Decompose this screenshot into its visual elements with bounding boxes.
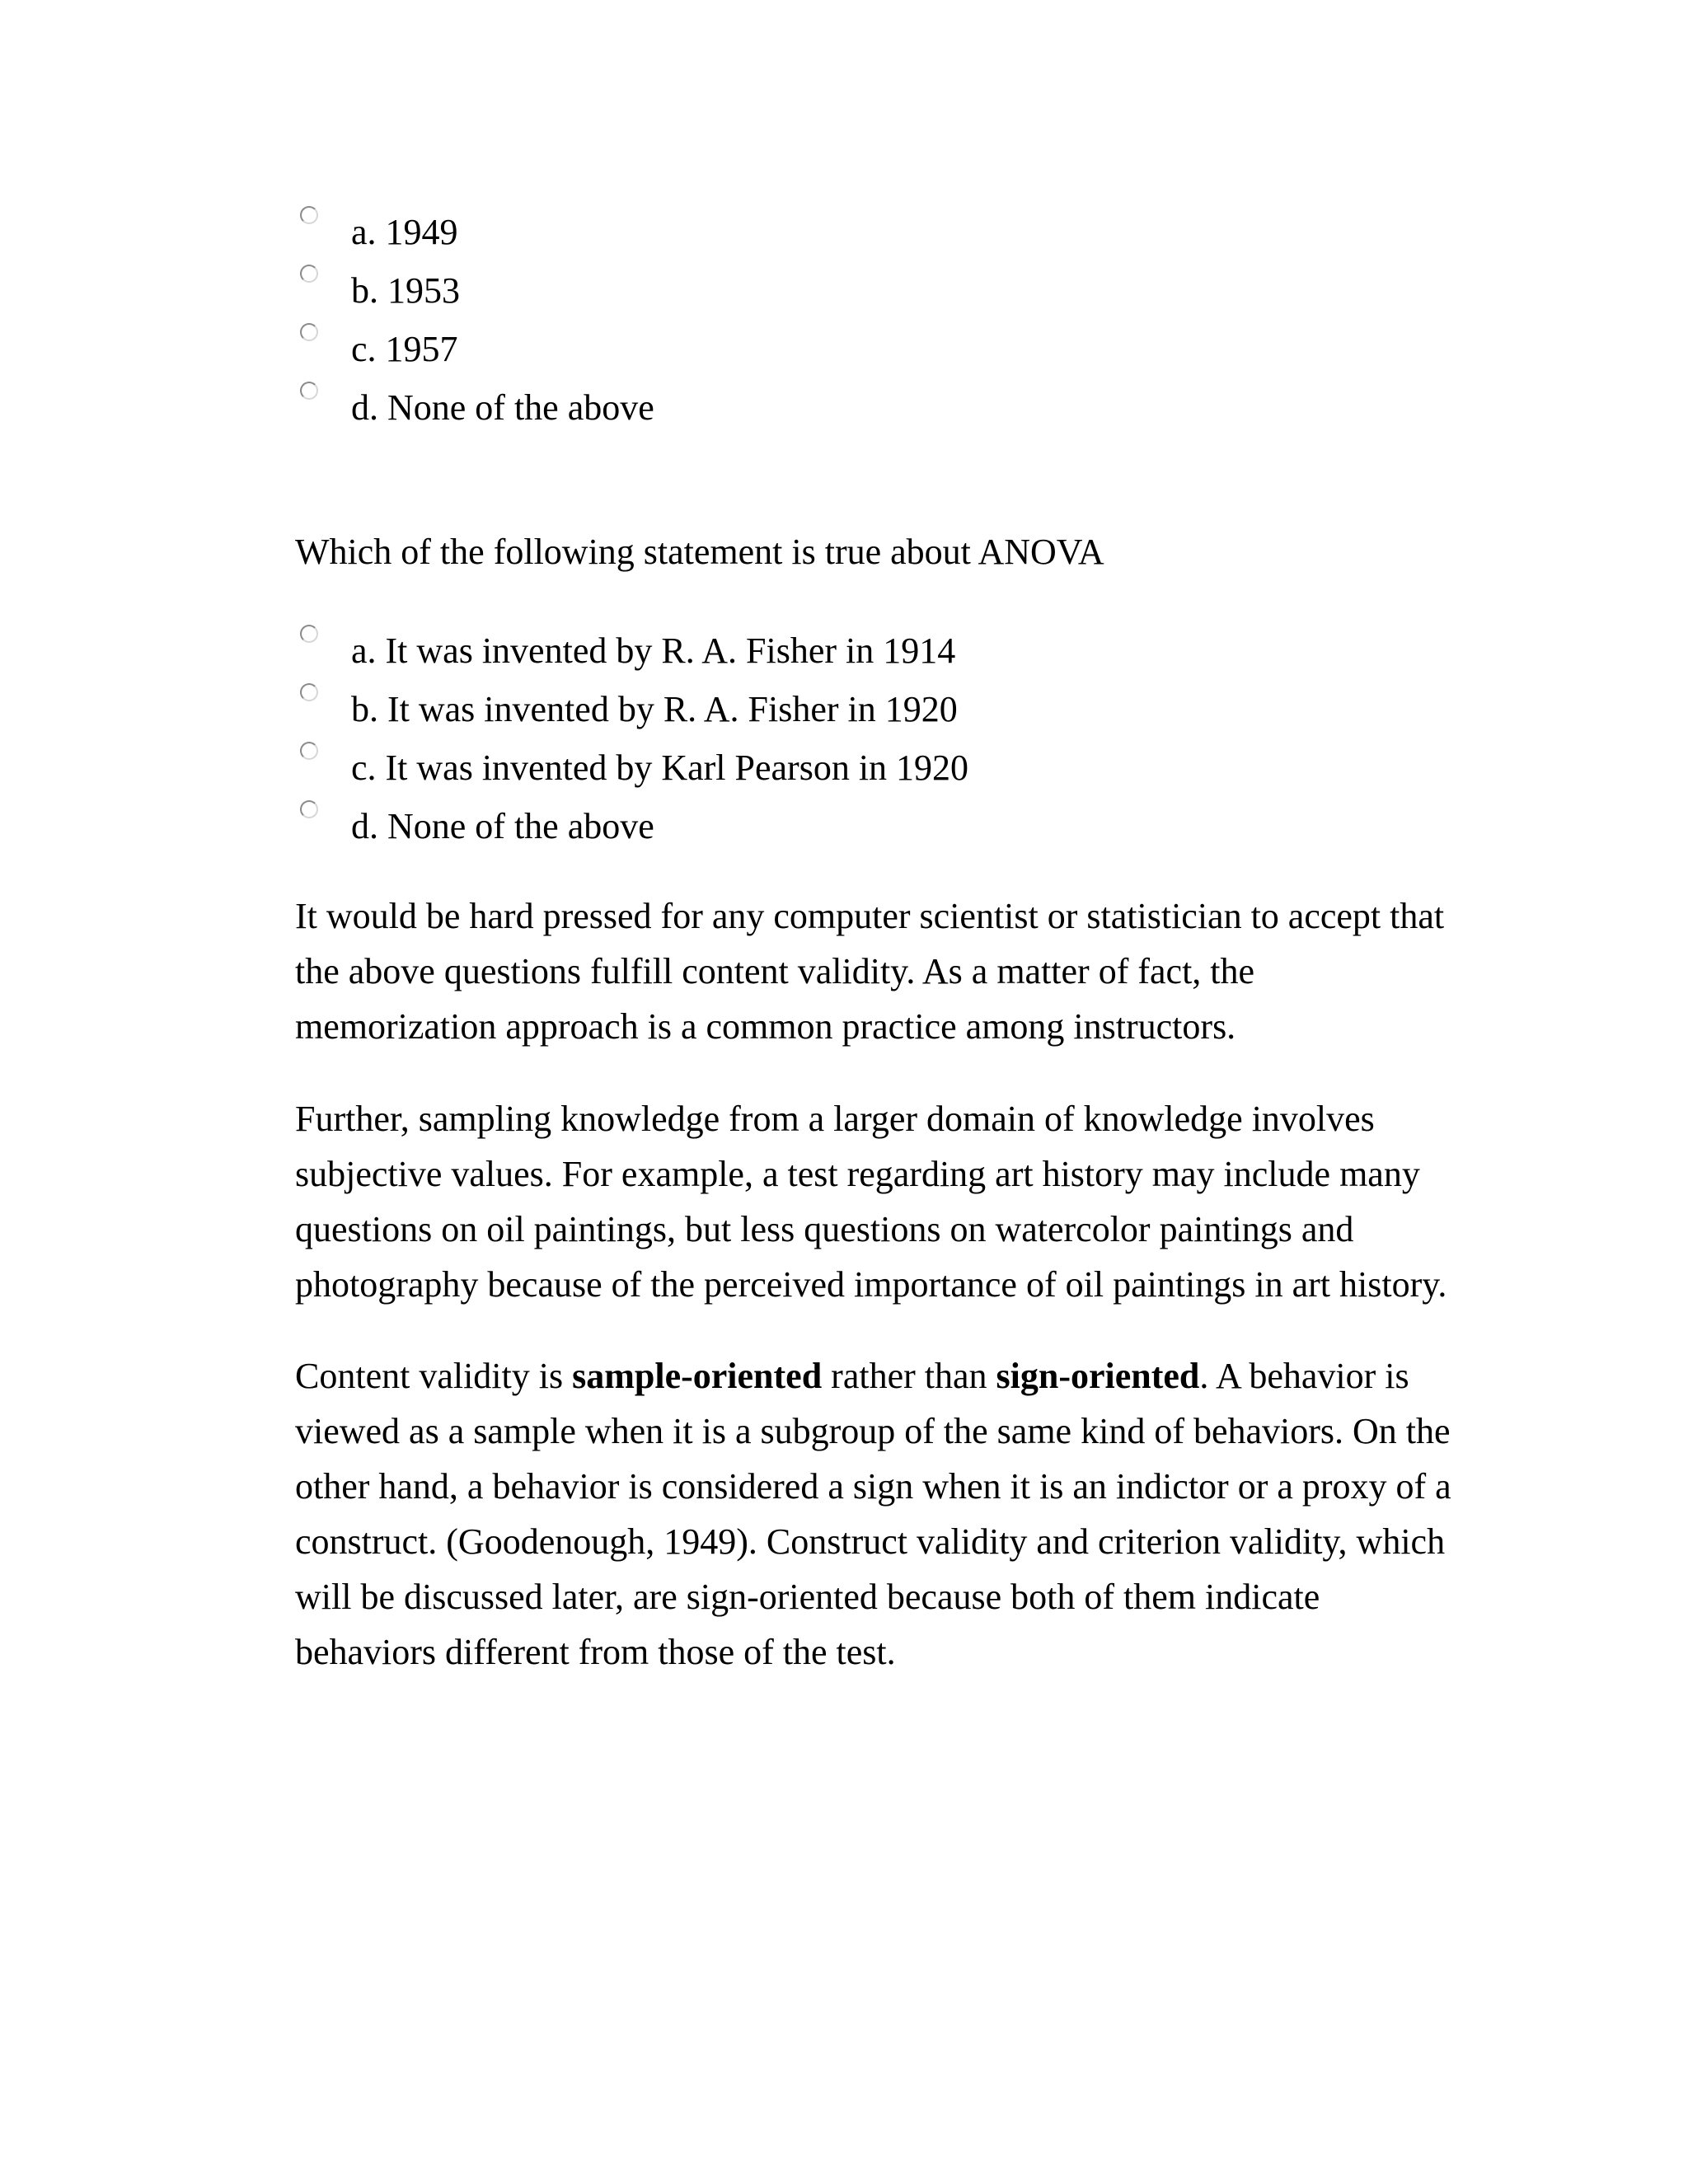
radio-button[interactable]: [300, 625, 318, 643]
option-label: c. It was invented by Karl Pearson in 1920: [351, 748, 969, 788]
text-span: . A behavior is: [1199, 1356, 1409, 1396]
radio-button[interactable]: [300, 742, 318, 760]
text-line: will be discussed later, are sign-oriented because both of them indicate: [295, 1577, 1320, 1617]
text-line: other hand, a behavior is considered a sign when it is an indictor or a proxy of a: [295, 1466, 1451, 1507]
text-line: behaviors different from those of the test.: [295, 1632, 896, 1672]
text-span: rather than: [822, 1356, 996, 1396]
text-span: Content validity is: [295, 1356, 573, 1396]
text-line: Further, sampling knowledge from a larger domain of knowledge involves: [295, 1099, 1375, 1139]
paragraph-sampling-knowledge: [295, 1091, 1482, 1312]
option-label: d. None of the above: [351, 387, 654, 428]
option-label: b. It was invented by R. A. Fisher in 1920: [351, 689, 958, 729]
bold-term-sample-oriented: sample-oriented: [572, 1356, 823, 1396]
bold-term-sign-oriented: sign-oriented: [996, 1356, 1200, 1396]
option-label: c. 1957: [351, 329, 458, 369]
radio-button[interactable]: [300, 265, 318, 283]
option-label: a. 1949: [351, 212, 458, 252]
radio-button[interactable]: [300, 206, 318, 224]
text-line: the above questions fulfill content validity. As a matter of fact, the: [295, 951, 1255, 991]
question2-text: Which of the following statement is true about ANOVA: [295, 532, 1104, 572]
radio-button[interactable]: [300, 323, 318, 341]
paragraph-sample-vs-sign: [295, 1348, 1482, 1680]
radio-button[interactable]: [300, 683, 318, 701]
radio-button[interactable]: [300, 382, 318, 400]
radio-button[interactable]: [300, 800, 318, 818]
option-label: a. It was invented by R. A. Fisher in 1914: [351, 630, 956, 671]
text-line: questions on oil paintings, but less questions on watercolor paintings and: [295, 1209, 1354, 1249]
text-line: [295, 1348, 1482, 1404]
paragraph-content-validity-critique: [295, 888, 1482, 1054]
text-line: subjective values. For example, a test regarding art history may include many: [295, 1154, 1420, 1194]
text-line: memorization approach is a common practice among instructors.: [295, 1006, 1236, 1047]
text-line: It would be hard pressed for any computer scientist or statistician to accept that: [295, 896, 1445, 936]
text-line: construct. (Goodenough, 1949). Construct validity and criterion validity, which: [295, 1521, 1446, 1562]
text-line: photography because of the perceived importance of oil paintings in art history.: [295, 1264, 1447, 1305]
text-line: viewed as a sample when it is a subgroup of the same kind of behaviors. On the: [295, 1411, 1451, 1451]
option-label: d. None of the above: [351, 806, 654, 846]
option-label: b. 1953: [351, 270, 460, 311]
